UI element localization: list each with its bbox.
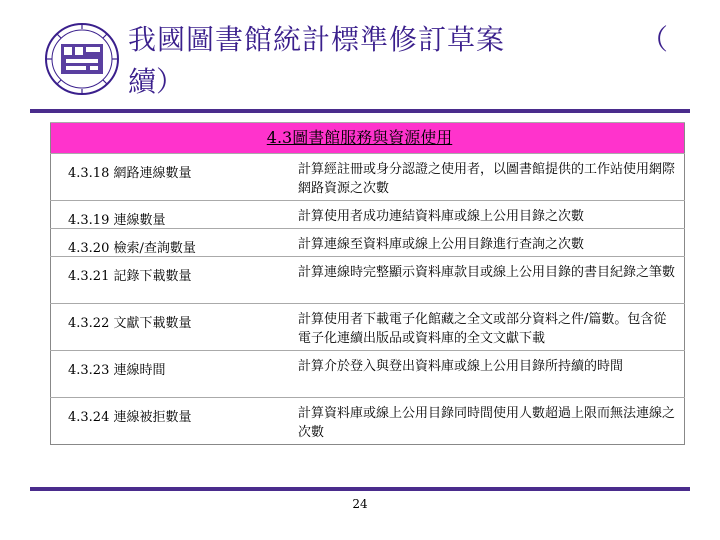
table-row xyxy=(51,351,685,398)
page-title-continued: 續） xyxy=(128,65,185,98)
bottom-divider xyxy=(30,487,690,491)
term-cell: 4.3.18 網路連線數量 xyxy=(51,154,279,201)
page-title: 我國圖書館統計標準修訂草案 xyxy=(128,23,506,56)
table-row xyxy=(51,304,685,351)
table-heading xyxy=(51,123,685,154)
definition-cell: 計算資料庫或線上公用目錄同時間使用人數超過上限而無法連線之次數 xyxy=(278,398,685,445)
term-cell: 4.3.23 連線時間 xyxy=(51,351,279,398)
table-heading-text: 4.3圖書館服務與資源使用 xyxy=(266,128,453,147)
definition-cell: 計算使用者下載電子化館藏之全文或部分資料之件/篇數。包含從電子化連續出版品或資料庫的全文文獻下載 xyxy=(278,304,685,351)
top-divider xyxy=(30,109,690,113)
table-row xyxy=(51,154,685,201)
definition-cell: 計算介於登入與登出資料庫或線上公用目錄所持續的時間 xyxy=(278,351,685,398)
table-row xyxy=(51,398,685,445)
term-cell: 4.3.24 連線被拒數量 xyxy=(51,398,279,445)
university-seal-icon xyxy=(44,22,120,96)
page-title-paren: （ xyxy=(640,23,669,56)
definition-cell: 計算連線時完整顯示資料庫款目或線上公用目錄的書目紀錄之筆數 xyxy=(278,257,685,304)
table-heading-row xyxy=(51,123,685,154)
term-cell: 4.3.21 記錄下載數量 xyxy=(51,257,279,304)
term-cell: 4.3.20 檢索/查詢數量 xyxy=(51,229,279,257)
definitions-table xyxy=(50,122,685,445)
table-row xyxy=(51,229,685,257)
page-number: 24 xyxy=(352,497,368,511)
term-cell: 4.3.22 文獻下載數量 xyxy=(51,304,279,351)
term-cell: 4.3.19 連線數量 xyxy=(51,201,279,229)
table-row xyxy=(51,257,685,304)
definition-cell: 計算連線至資料庫或線上公用目錄進行查詢之次數 xyxy=(278,229,685,257)
definition-cell: 計算使用者成功連結資料庫或線上公用目錄之次數 xyxy=(278,201,685,229)
table-row xyxy=(51,201,685,229)
definition-cell: 計算經註冊或身分認證之使用者，以圖書館提供的工作站使用網際網路資源之次數 xyxy=(278,154,685,201)
